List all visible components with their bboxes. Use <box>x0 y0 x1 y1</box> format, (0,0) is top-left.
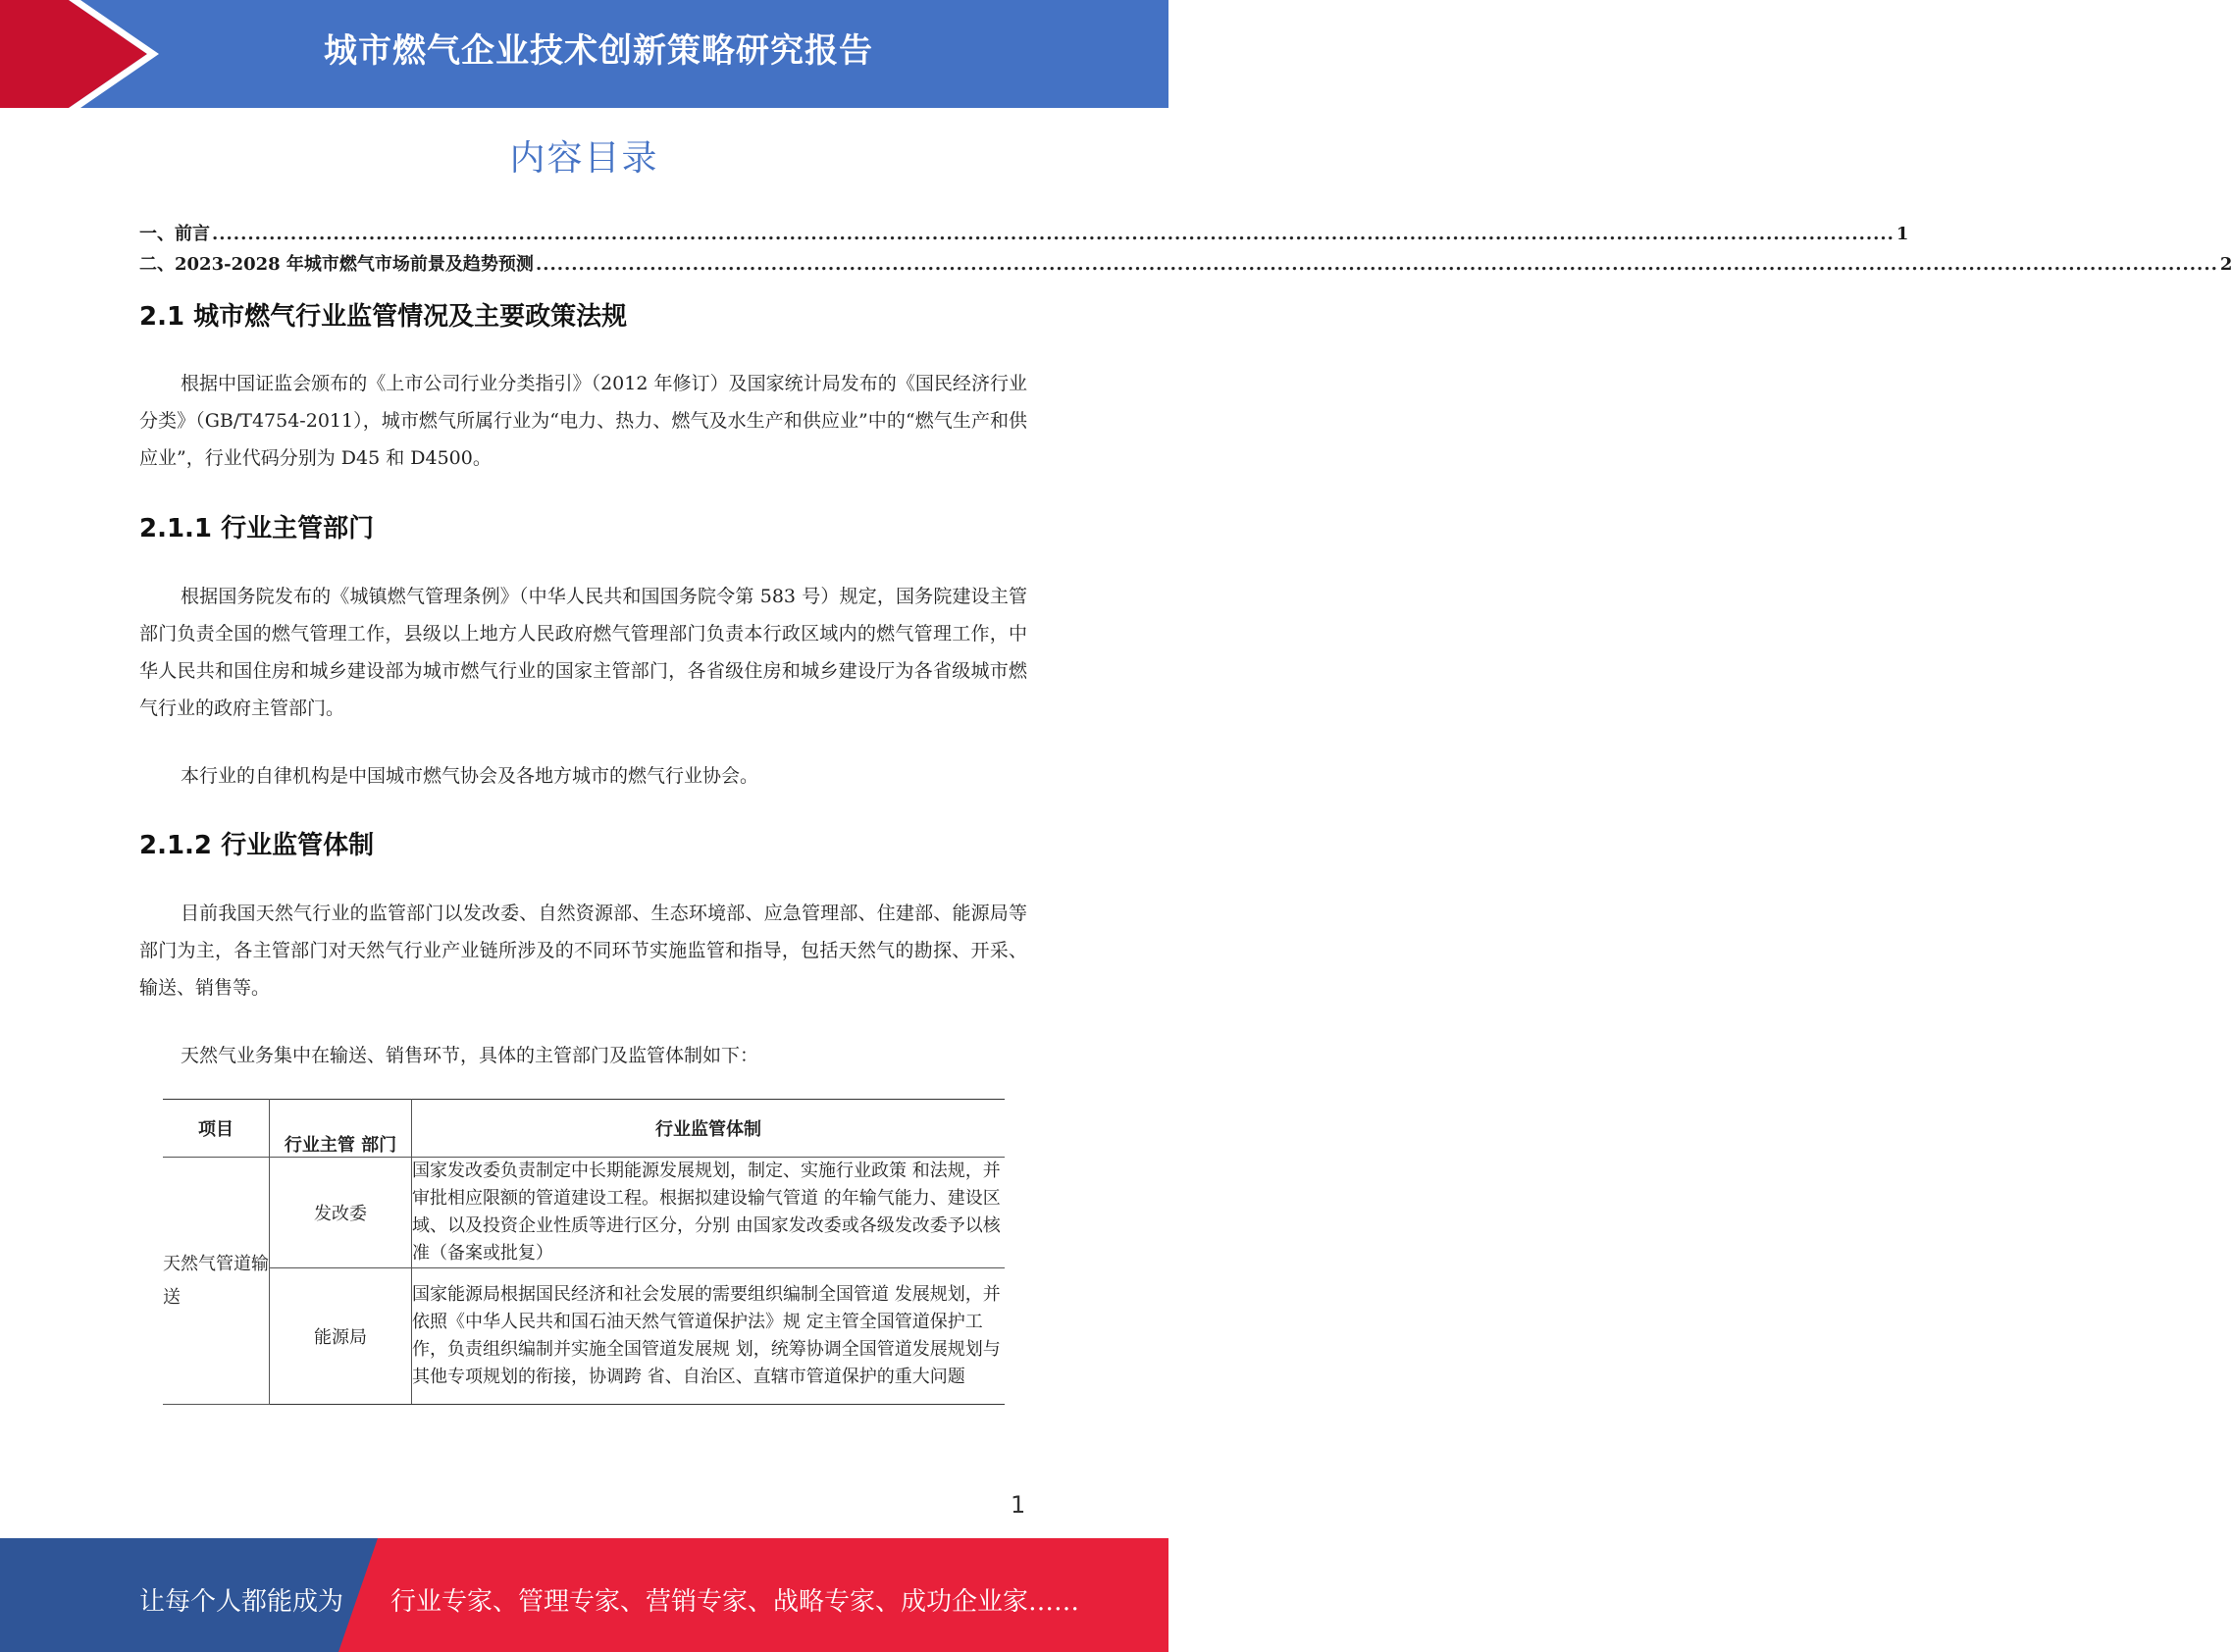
toc-leader-dots: ............................................................................................................................................................................................................................................ <box>212 224 1895 244</box>
table-header-system: 行业监管体制 <box>412 1100 1006 1158</box>
section-2-1-2-paragraph-1: 目前我国天然气行业的监管部门以发改委、自然资源部、生态环境部、应急管理部、住建部、能源局等部门为主，各主管部门对天然气行业产业链所涉及的不同环节实施监管和指导，包括天然气的勘探、开采、输送、销售等。 <box>139 903 1027 999</box>
toc-entry-label: 一、前言 <box>139 224 210 244</box>
toc-entry-preface[interactable] <box>139 220 1909 245</box>
table-header-item: 项目 <box>163 1100 270 1158</box>
toc-entry-label: 二、2023-2028 年城市燃气市场前景及趋势预测 <box>139 254 534 275</box>
table-cell-desc: 国家发改委负责制定中长期能源发展规划，制定、实施行业政策 和法规，并审批相应限额的管道建设工程。根据拟建设输气管道 的年输气能力、建设区域、以及投资企业性质等进行区分，分别 由国家发改委或各级发改委予以核准（备案或批复） <box>412 1158 1006 1268</box>
section-2-1-1-paragraph-1: 根据国务院发布的《城镇燃气管理条例》（中华人民共和国国务院令第 583 号）规定，国务院建设主管部门负责全国的燃气管理工作，县级以上地方人民政府燃气管理部门负责本行政区域内的燃气管理工作，中华人民共和国住房和城乡建设部为城市燃气行业的国家主管部门，各省级住房和城乡建设厅为各省级城市燃气行业的政府主管部门。 <box>139 586 1027 719</box>
table-cell-dept: 能源局 <box>270 1268 412 1405</box>
section-heading-2-1: 2.1 城市燃气行业监管情况及主要政策法规 <box>139 302 628 332</box>
toc-leader-dots: ............................................................................................................................................................................................................................................ <box>535 254 2218 275</box>
table-cell-dept: 发改委 <box>270 1158 412 1268</box>
table-cell-desc: 国家能源局根据国民经济和社会发展的需要组织编制全国管道 发展规划，并依照《中华人民共和国石油天然气管道保护法》规 定主管全国管道保护工作，负责组织编制并实施全国管道发展规 划，统筹协调全国管道发展规划与其他专项规划的衔接，协调跨 省、自治区、直辖市管道保护的重大问题 <box>412 1268 1006 1405</box>
header-title: 城市燃气企业技术创新策略研究报告 <box>324 31 873 71</box>
toc-entry-page: 2 <box>2219 254 2232 275</box>
table-cell-item: 天然气管道输送 <box>163 1158 270 1405</box>
section-2-1-1-paragraph-2: 本行业的自律机构是中国城市燃气协会及各地方城市的燃气行业协会。 <box>181 765 759 787</box>
toc-entry-forecast[interactable] <box>139 250 2232 276</box>
toc-entry-page: 1 <box>1895 224 1909 244</box>
regulation-table <box>163 1099 1005 1405</box>
section-2-1-paragraph: 根据中国证监会颁布的《上市公司行业分类指引》（2012 年修订）及国家统计局发布的《国民经济行业分类》（GB/T4754-2011），城市燃气所属行业为“电力、热力、燃气及水生产和供应业”中的“燃气生产和供应业”，行业代码分别为 D45 和 D4500。 <box>139 373 1027 469</box>
table-header-row <box>163 1100 1005 1158</box>
section-heading-2-1-2: 2.1.2 行业监管体制 <box>139 831 375 860</box>
table-row <box>163 1268 1005 1405</box>
page-number: 1 <box>1011 1491 1026 1519</box>
page-header <box>0 0 1168 108</box>
page-footer <box>0 1538 1168 1652</box>
footer-slogan-left: 让每个人都能成为 <box>139 1587 344 1617</box>
table-header-dept: 行业主管 部门 <box>270 1100 412 1158</box>
section-2-1-2-paragraph-2: 天然气业务集中在输送、销售环节，具体的主管部门及监管体制如下： <box>181 1045 759 1066</box>
footer-slogan-right: 行业专家、管理专家、营销专家、战略专家、成功企业家…… <box>390 1587 1080 1617</box>
table-row <box>163 1158 1005 1268</box>
toc-title: 内容目录 <box>509 138 659 179</box>
section-heading-2-1-1: 2.1.1 行业主管部门 <box>139 514 375 543</box>
